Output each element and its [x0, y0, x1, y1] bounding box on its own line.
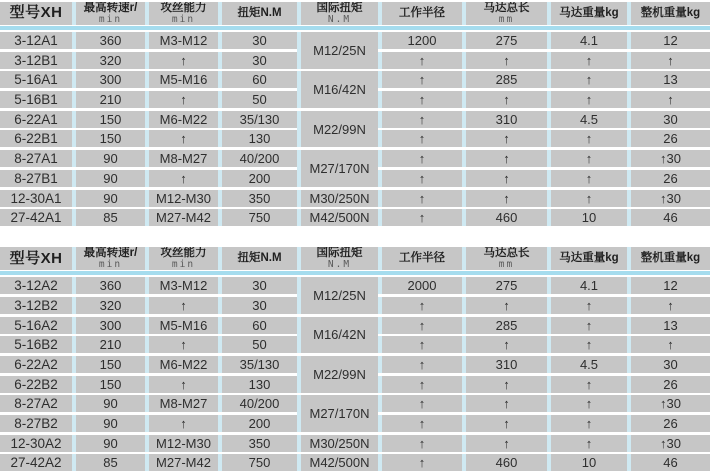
motor-length-cell: 285 — [462, 317, 547, 334]
tapping-capacity-cell: ↑ — [145, 170, 218, 187]
motor-length-cell: ↑ — [462, 150, 547, 167]
max-speed-cell: 300 — [72, 71, 145, 88]
motor-weight-cell: ↑ — [547, 52, 627, 69]
torque-cell: 30 — [218, 297, 297, 314]
max-speed-cell: 90 — [72, 395, 145, 412]
header-total-weight — [627, 247, 710, 270]
header-intl-torque — [297, 2, 378, 25]
header-model — [0, 247, 72, 270]
motor-length-cell: ↑ — [462, 435, 547, 452]
total-weight-cell: 12 — [627, 32, 710, 49]
total-weight-cell: 46 — [627, 209, 710, 226]
total-weight-cell: 13 — [627, 317, 710, 334]
torque-cell: 30 — [218, 32, 297, 49]
torque-cell: 60 — [218, 317, 297, 334]
tapping-capacity-cell: M3-M12 — [145, 277, 218, 294]
model-cell: 6-22A1 — [0, 111, 72, 128]
header-working-radius-label: 工作半径 — [399, 7, 445, 20]
header-max-speed-label: 最高转速r/ — [83, 247, 138, 260]
tapping-capacity-cell: M5-M16 — [145, 317, 218, 334]
working-radius-cell: ↑ — [378, 435, 462, 452]
motor-length-cell: 310 — [462, 111, 547, 128]
motor-weight-cell: ↑ — [547, 130, 627, 147]
total-weight-cell: ↑ — [627, 297, 710, 314]
header-torque-label: 扭矩N.M — [237, 252, 282, 265]
motor-length-cell: 310 — [462, 356, 547, 373]
total-weight-cell: ↑ — [627, 52, 710, 69]
motor-length-cell: 285 — [462, 71, 547, 88]
torque-cell: 750 — [218, 454, 297, 471]
tapping-capacity-cell: ↑ — [145, 52, 218, 69]
torque-cell: 40/200 — [218, 395, 297, 412]
total-weight-cell: ↑ — [627, 336, 710, 353]
header-intl-torque-label: 国际扭矩 — [316, 2, 363, 15]
torque-cell: 130 — [218, 376, 297, 393]
torque-cell: 50 — [218, 91, 297, 108]
header-working-radius-label: 工作半径 — [399, 252, 445, 265]
model-cell: 8-27A1 — [0, 150, 72, 167]
working-radius-cell: ↑ — [378, 52, 462, 69]
header-model-label: 型号XH — [9, 4, 63, 22]
max-speed-cell: 360 — [72, 277, 145, 294]
torque-cell: 60 — [218, 71, 297, 88]
motor-weight-cell: ↑ — [547, 395, 627, 412]
table-body — [0, 32, 710, 226]
header-intl-torque-label: 国际扭矩 — [316, 247, 363, 260]
total-weight-cell: ↑30 — [627, 150, 710, 167]
torque-cell: 200 — [218, 415, 297, 432]
header-intl-torque — [297, 247, 378, 270]
tapping-capacity-cell: ↑ — [145, 91, 218, 108]
working-radius-cell: ↑ — [378, 317, 462, 334]
header-total-weight-label: 整机重量kg — [640, 252, 701, 265]
total-weight-cell: 26 — [627, 376, 710, 393]
max-speed-cell: 360 — [72, 32, 145, 49]
working-radius-cell: ↑ — [378, 356, 462, 373]
model-cell: 5-16A2 — [0, 317, 72, 334]
model-cell: 12-30A1 — [0, 190, 72, 207]
motor-length-cell: ↑ — [462, 336, 547, 353]
header-max-speed — [72, 247, 145, 270]
motor-weight-cell: ↑ — [547, 336, 627, 353]
max-speed-cell: 150 — [72, 111, 145, 128]
working-radius-cell: ↑ — [378, 71, 462, 88]
model-cell: 6-22B1 — [0, 130, 72, 147]
header-motor-weight — [547, 247, 627, 270]
header-max-speed-unit: min — [98, 13, 123, 25]
header-working-radius — [378, 247, 462, 270]
motor-length-cell: ↑ — [462, 130, 547, 147]
header-tapping-capacity-unit: min — [171, 13, 196, 25]
motor-length-cell: ↑ — [462, 395, 547, 412]
intl-torque-cell: M16/42N — [297, 71, 378, 108]
working-radius-cell: ↑ — [378, 91, 462, 108]
motor-length-cell: 460 — [462, 209, 547, 226]
model-cell: 8-27B1 — [0, 170, 72, 187]
max-speed-cell: 85 — [72, 209, 145, 226]
model-cell: 3-12B2 — [0, 297, 72, 314]
motor-weight-cell: 4.5 — [547, 111, 627, 128]
intl-torque-cell: M30/250N — [297, 435, 378, 452]
tapping-capacity-cell: M12-M30 — [145, 435, 218, 452]
header-motor-weight-label: 马达重量kg — [559, 7, 619, 20]
model-cell: 8-27A2 — [0, 395, 72, 412]
intl-torque-cell: M22/99N — [297, 111, 378, 148]
header-motor-length-unit: mm — [498, 258, 515, 270]
max-speed-cell: 320 — [72, 52, 145, 69]
motor-length-cell: 460 — [462, 454, 547, 471]
max-speed-cell: 90 — [72, 435, 145, 452]
working-radius-cell: ↑ — [378, 190, 462, 207]
tapping-capacity-cell: ↑ — [145, 130, 218, 147]
model-cell: 12-30A2 — [0, 435, 72, 452]
max-speed-cell: 90 — [72, 170, 145, 187]
working-radius-cell: ↑ — [378, 415, 462, 432]
tapping-capacity-cell: M27-M42 — [145, 209, 218, 226]
table-body — [0, 277, 710, 471]
total-weight-cell: 12 — [627, 277, 710, 294]
motor-length-cell: ↑ — [462, 415, 547, 432]
header-tapping-capacity-label: 攻丝能力 — [160, 2, 207, 15]
header-motor-weight-label: 马达重量kg — [559, 252, 619, 265]
total-weight-cell: ↑30 — [627, 435, 710, 452]
max-speed-cell: 150 — [72, 376, 145, 393]
motor-weight-cell: ↑ — [547, 317, 627, 334]
tapping-capacity-cell: ↑ — [145, 376, 218, 393]
motor-weight-cell: ↑ — [547, 297, 627, 314]
spec-table-series-1 — [0, 2, 710, 226]
model-cell: 8-27B2 — [0, 415, 72, 432]
tapping-capacity-cell: M12-M30 — [145, 190, 218, 207]
total-weight-cell: 26 — [627, 170, 710, 187]
motor-weight-cell: ↑ — [547, 150, 627, 167]
total-weight-cell: 26 — [627, 130, 710, 147]
header-model — [0, 2, 72, 25]
model-cell: 3-12B1 — [0, 52, 72, 69]
working-radius-cell: ↑ — [378, 209, 462, 226]
motor-length-cell: ↑ — [462, 91, 547, 108]
intl-torque-cell: M42/500N — [297, 454, 378, 471]
motor-length-cell: 275 — [462, 32, 547, 49]
motor-weight-cell: 10 — [547, 454, 627, 471]
motor-weight-cell: ↑ — [547, 415, 627, 432]
torque-cell: 350 — [218, 190, 297, 207]
intl-torque-cell: M16/42N — [297, 317, 378, 354]
header-intl-torque-unit: N.M — [327, 13, 352, 25]
motor-length-cell: ↑ — [462, 376, 547, 393]
motor-weight-cell: ↑ — [547, 170, 627, 187]
max-speed-cell: 90 — [72, 190, 145, 207]
header-max-speed-unit: min — [98, 258, 123, 270]
intl-torque-cell: M27/170N — [297, 150, 378, 187]
total-weight-cell: 13 — [627, 71, 710, 88]
working-radius-cell: ↑ — [378, 170, 462, 187]
torque-cell: 35/130 — [218, 356, 297, 373]
header-working-radius — [378, 2, 462, 25]
motor-length-cell: ↑ — [462, 52, 547, 69]
max-speed-cell: 90 — [72, 415, 145, 432]
working-radius-cell: ↑ — [378, 130, 462, 147]
max-speed-cell: 320 — [72, 297, 145, 314]
header-motor-length-unit: mm — [498, 13, 515, 25]
working-radius-cell: ↑ — [378, 336, 462, 353]
total-weight-cell: 30 — [627, 356, 710, 373]
table-header-row — [0, 247, 710, 270]
motor-length-cell: 275 — [462, 277, 547, 294]
working-radius-cell: ↑ — [378, 297, 462, 314]
working-radius-cell: ↑ — [378, 454, 462, 471]
tapping-capacity-cell: M27-M42 — [145, 454, 218, 471]
torque-cell: 30 — [218, 277, 297, 294]
header-total-weight-label: 整机重量kg — [640, 7, 701, 20]
header-torque — [218, 2, 297, 25]
header-tapping-capacity — [145, 247, 218, 270]
total-weight-cell: ↑ — [627, 91, 710, 108]
tapping-capacity-cell: M6-M22 — [145, 111, 218, 128]
header-tapping-capacity-unit: min — [171, 258, 196, 270]
motor-weight-cell: 4.5 — [547, 356, 627, 373]
model-cell: 5-16B2 — [0, 336, 72, 353]
intl-torque-cell: M22/99N — [297, 356, 378, 393]
working-radius-cell: ↑ — [378, 395, 462, 412]
model-cell: 6-22A2 — [0, 356, 72, 373]
header-accent-band — [0, 271, 710, 275]
tapping-capacity-cell: M6-M22 — [145, 356, 218, 373]
torque-cell: 130 — [218, 130, 297, 147]
motor-weight-cell: ↑ — [547, 91, 627, 108]
torque-cell: 350 — [218, 435, 297, 452]
header-motor-length-label: 马达总长 — [483, 247, 530, 260]
torque-cell: 50 — [218, 336, 297, 353]
max-speed-cell: 210 — [72, 336, 145, 353]
header-total-weight — [627, 2, 710, 25]
header-motor-weight — [547, 2, 627, 25]
tapping-capacity-cell: ↑ — [145, 415, 218, 432]
motor-weight-cell: ↑ — [547, 376, 627, 393]
max-speed-cell: 150 — [72, 356, 145, 373]
total-weight-cell: 46 — [627, 454, 710, 471]
tapping-capacity-cell: M8-M27 — [145, 395, 218, 412]
working-radius-cell: ↑ — [378, 150, 462, 167]
motor-length-cell: ↑ — [462, 190, 547, 207]
model-cell: 5-16A1 — [0, 71, 72, 88]
motor-weight-cell: 10 — [547, 209, 627, 226]
intl-torque-cell: M27/170N — [297, 395, 378, 432]
max-speed-cell: 90 — [72, 150, 145, 167]
header-torque — [218, 247, 297, 270]
intl-torque-cell: M30/250N — [297, 190, 378, 207]
motor-weight-cell: ↑ — [547, 190, 627, 207]
spec-table-series-2 — [0, 247, 710, 471]
model-cell: 3-12A2 — [0, 277, 72, 294]
header-intl-torque-unit: N.M — [327, 258, 352, 270]
intl-torque-cell: M12/25N — [297, 277, 378, 314]
motor-length-cell: ↑ — [462, 170, 547, 187]
model-cell: 27-42A1 — [0, 209, 72, 226]
model-cell: 3-12A1 — [0, 32, 72, 49]
total-weight-cell: ↑30 — [627, 190, 710, 207]
total-weight-cell: ↑30 — [627, 395, 710, 412]
tapping-capacity-cell: ↑ — [145, 336, 218, 353]
header-tapping-capacity — [145, 2, 218, 25]
header-model-label: 型号XH — [9, 249, 63, 267]
torque-cell: 200 — [218, 170, 297, 187]
tapping-capacity-cell: ↑ — [145, 297, 218, 314]
motor-weight-cell: 4.1 — [547, 277, 627, 294]
working-radius-cell: 2000 — [378, 277, 462, 294]
max-speed-cell: 300 — [72, 317, 145, 334]
total-weight-cell: 30 — [627, 111, 710, 128]
header-torque-label: 扭矩N.M — [237, 7, 282, 20]
torque-cell: 40/200 — [218, 150, 297, 167]
working-radius-cell: ↑ — [378, 376, 462, 393]
motor-length-cell: ↑ — [462, 297, 547, 314]
header-motor-length — [462, 247, 547, 270]
torque-cell: 35/130 — [218, 111, 297, 128]
tapping-capacity-cell: M8-M27 — [145, 150, 218, 167]
header-max-speed — [72, 2, 145, 25]
tapping-capacity-cell: M3-M12 — [145, 32, 218, 49]
working-radius-cell: 1200 — [378, 32, 462, 49]
max-speed-cell: 150 — [72, 130, 145, 147]
table-header-row — [0, 2, 710, 25]
total-weight-cell: 26 — [627, 415, 710, 432]
model-cell: 6-22B2 — [0, 376, 72, 393]
max-speed-cell: 85 — [72, 454, 145, 471]
header-accent-band — [0, 26, 710, 30]
working-radius-cell: ↑ — [378, 111, 462, 128]
motor-weight-cell: ↑ — [547, 435, 627, 452]
header-motor-length-label: 马达总长 — [483, 2, 530, 15]
tapping-capacity-cell: M5-M16 — [145, 71, 218, 88]
intl-torque-cell: M12/25N — [297, 32, 378, 69]
header-max-speed-label: 最高转速r/ — [83, 2, 138, 15]
model-cell: 27-42A2 — [0, 454, 72, 471]
motor-weight-cell: ↑ — [547, 71, 627, 88]
torque-cell: 30 — [218, 52, 297, 69]
intl-torque-cell: M42/500N — [297, 209, 378, 226]
header-motor-length — [462, 2, 547, 25]
header-tapping-capacity-label: 攻丝能力 — [160, 247, 207, 260]
motor-weight-cell: 4.1 — [547, 32, 627, 49]
model-cell: 5-16B1 — [0, 91, 72, 108]
torque-cell: 750 — [218, 209, 297, 226]
max-speed-cell: 210 — [72, 91, 145, 108]
